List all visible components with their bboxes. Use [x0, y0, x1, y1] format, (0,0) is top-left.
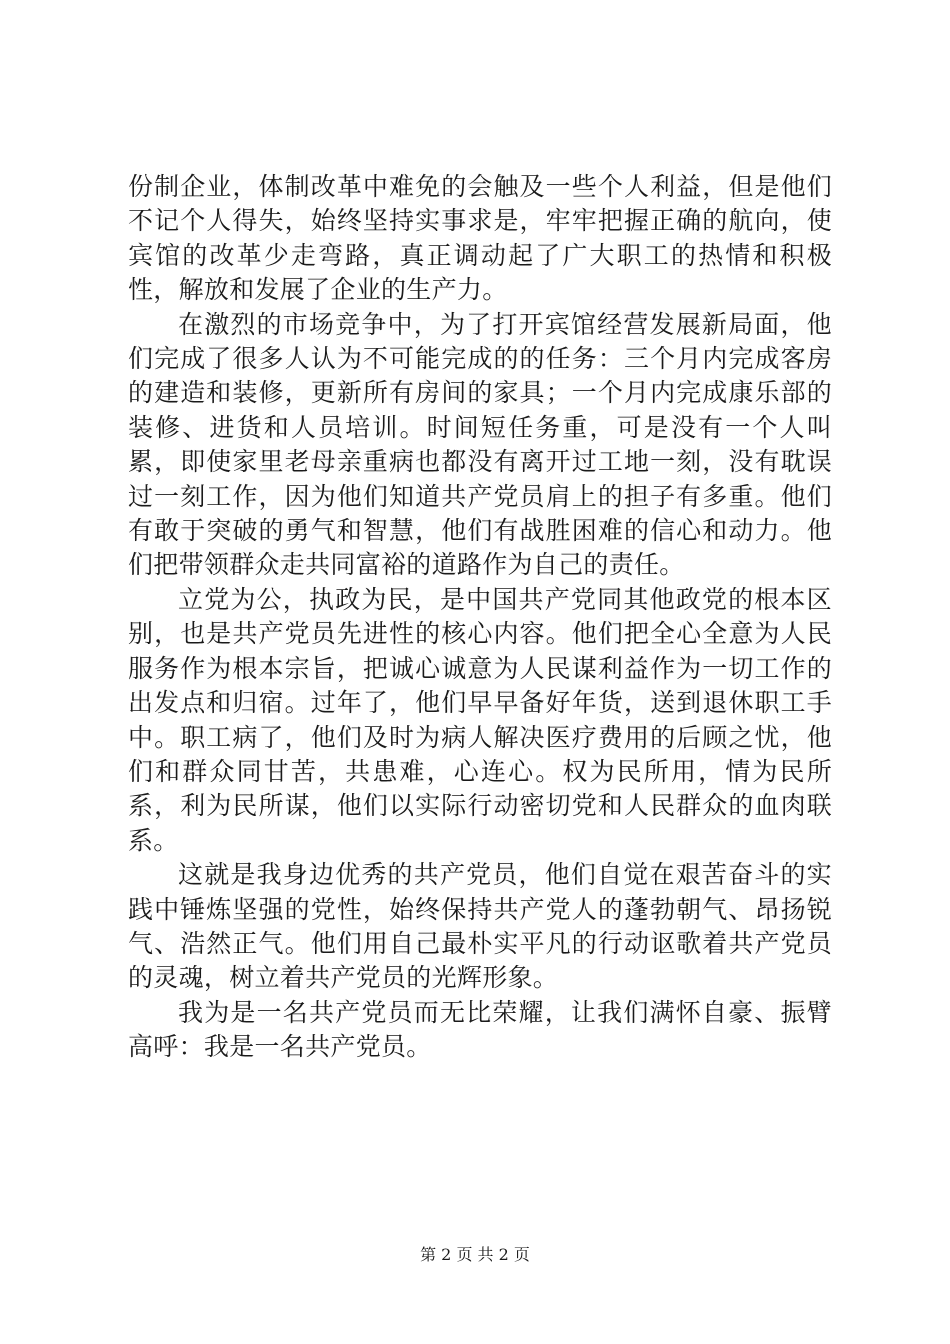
page-number-footer: 第 2 页 共 2 页 — [420, 1245, 530, 1264]
paragraph-1: 份制企业，体制改革中难免的会触及一些个人利益，但是他们不记个人得失，始终坚持实事求是，牢牢把握正确的航向，使宾馆的改革少走弯路，真正调动起了广大职工的热情和积极性，解放和发展了企业的生产力。 — [128, 172, 832, 305]
paragraph-4: 这就是我身边优秀的共产党员，他们自觉在艰苦奋斗的实践中锤炼坚强的党性，始终保持共产党人的蓬勃朝气、昂扬锐气、浩然正气。他们用自己最朴实平凡的行动讴歌着共产党员的灵魂，树立着共产党员的光辉形象。 — [128, 860, 832, 993]
paragraph-5: 我为是一名共产党员而无比荣耀，让我们满怀自豪、振臂高呼：我是一名共产党员。 — [128, 997, 832, 1062]
paragraph-2: 在激烈的市场竞争中，为了打开宾馆经营发展新局面，他们完成了很多人认为不可能完成的的任务：三个月内完成客房的建造和装修，更新所有房间的家具；一个月内完成康乐部的装修、进货和人员培训。时间短任务重，可是没有一个人叫累，即使家里老母亲重病也都没有离开过工地一刻，没有耽误过一刻工作，因为他们知道共产党员肩上的担子有多重。他们有敢于突破的勇气和智慧，他们有战胜困难的信心和动力。他们把带领群众走共同富裕的道路作为自己的责任。 — [128, 309, 832, 580]
paragraph-3: 立党为公，执政为民，是中国共产党同其他政党的根本区别，也是共产党员先进性的核心内容。他们把全心全意为人民服务作为根本宗旨，把诚心诚意为人民谋利益作为一切工作的出发点和归宿。过年了，他们早早备好年货，送到退休职工手中。职工病了，他们及时为病人解决医疗费用的后顾之忧，他们和群众同甘苦，共患难，心连心。权为民所用，情为民所系，利为民所谋，他们以实际行动密切党和人民群众的血肉联系。 — [128, 584, 832, 855]
document-body — [128, 170, 832, 1065]
